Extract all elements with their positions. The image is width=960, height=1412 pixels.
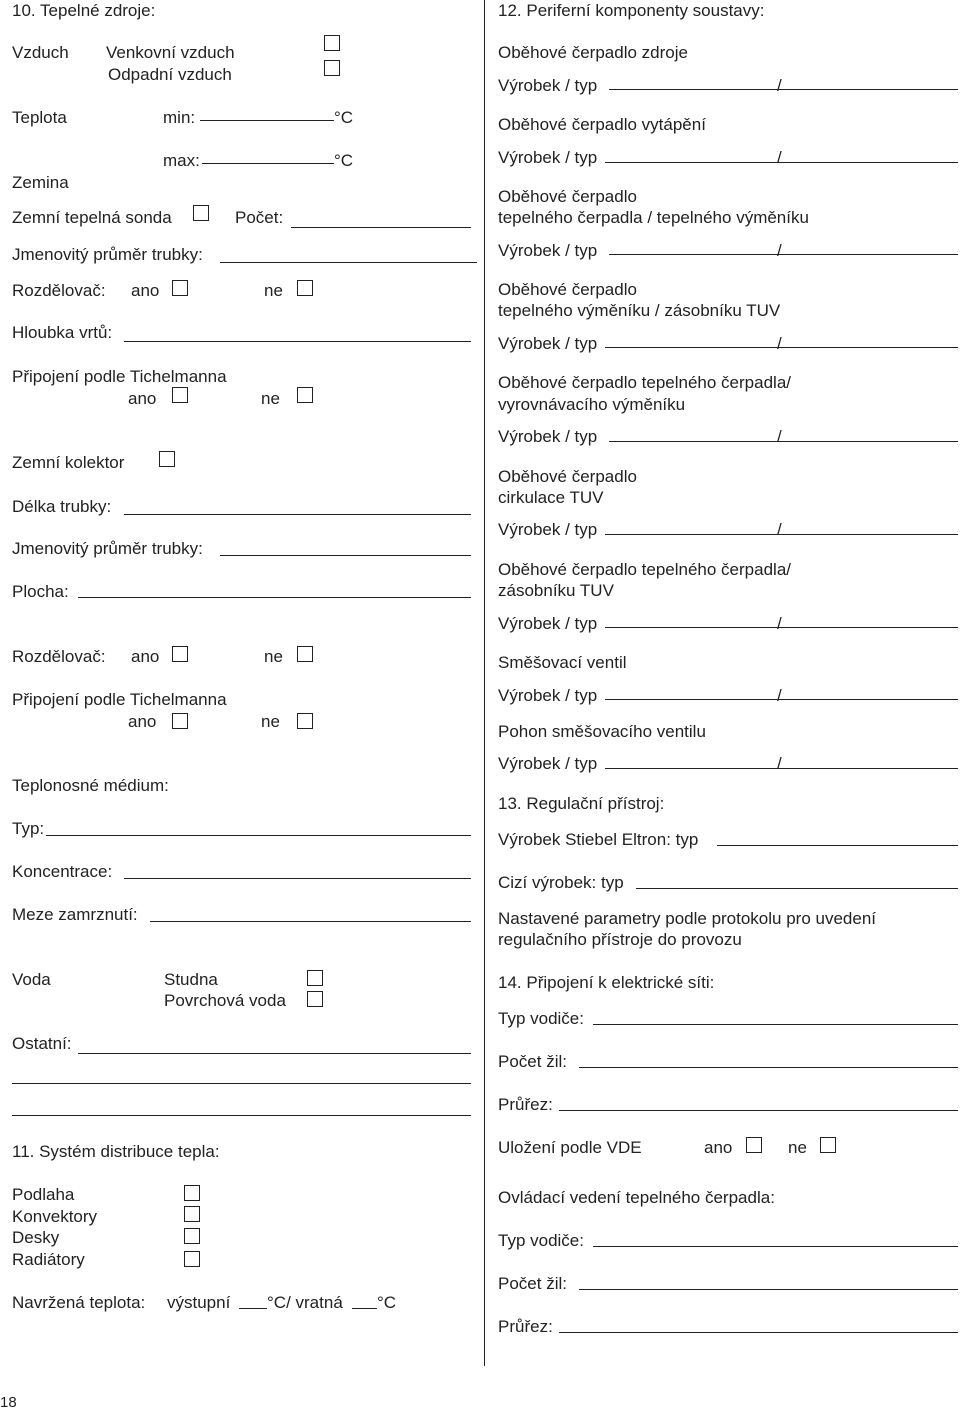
vde-yes-checkbox[interactable] <box>746 1137 762 1153</box>
concentration-label: Koncentrace: <box>12 862 113 881</box>
pump-circ-label-2: cirkulace TUV <box>498 488 604 507</box>
bore-depth-label: Hloubka vrtů: <box>12 323 113 342</box>
max-temp-field[interactable] <box>202 163 334 164</box>
probe-diameter-field[interactable] <box>220 262 477 263</box>
pump-heating-product-label: Výrobek / typ <box>498 148 598 167</box>
wire-type-label: Typ vodiče: <box>498 1009 584 1028</box>
pump-source-slash: / <box>777 76 782 95</box>
supply-temp-field[interactable] <box>239 1308 267 1309</box>
mixing-valve-slash: / <box>777 686 782 705</box>
ground-probe-checkbox[interactable] <box>193 205 209 221</box>
collector-manifold-no-checkbox[interactable] <box>297 646 313 662</box>
vde-yes-label: ano <box>704 1138 733 1157</box>
pump-hp-buffer-label-1: Oběhové čerpadlo tepelného čerpadla/ <box>498 373 791 392</box>
pump-hp-dhw-slash: / <box>777 614 782 633</box>
collector-manifold-label: Rozdělovač: <box>12 647 106 666</box>
vde-no-label: ne <box>788 1138 807 1157</box>
ground-collector-checkbox[interactable] <box>159 451 175 467</box>
pump-hp-hx-slash: / <box>777 241 782 260</box>
return-temp-field[interactable] <box>352 1308 377 1309</box>
supply-label: výstupní <box>167 1293 231 1312</box>
other-field-2[interactable] <box>12 1083 471 1084</box>
num-cores-label: Počet žil: <box>498 1052 567 1071</box>
well-checkbox[interactable] <box>307 970 323 986</box>
pipe-length-label: Délka trubky: <box>12 497 112 516</box>
pump-heating-label: Oběhové čerpadlo vytápění <box>498 115 706 134</box>
params-label-2: regulačního přístroje do provozu <box>498 930 742 949</box>
max-unit: °C <box>334 151 354 170</box>
freeze-limit-field[interactable] <box>150 921 471 922</box>
water-label: Voda <box>12 970 51 989</box>
wire-type-field[interactable] <box>593 1024 958 1025</box>
outdoor-air-checkbox[interactable] <box>324 35 340 51</box>
other-field-3[interactable] <box>12 1115 471 1116</box>
pipe-length-field[interactable] <box>124 514 471 515</box>
pump-hp-dhw-label-2: zásobníku TUV <box>498 581 614 600</box>
collector-manifold-no-label: ne <box>264 647 283 666</box>
pump-heating-slash: / <box>777 148 782 167</box>
probe-manifold-yes-checkbox[interactable] <box>172 280 188 296</box>
collector-tichelmann-yes-checkbox[interactable] <box>172 713 188 729</box>
pump-hp-dhw-label-1: Oběhové čerpadlo tepelného čerpadla/ <box>498 560 791 579</box>
page-number: 18 <box>0 1394 17 1411</box>
control-cross-section-label: Průřez: <box>498 1317 553 1336</box>
medium-type-label: Typ: <box>12 819 45 838</box>
collector-diameter-field[interactable] <box>220 555 471 556</box>
probe-manifold-label: Rozdělovač: <box>12 281 106 300</box>
exhaust-air-checkbox[interactable] <box>324 60 340 76</box>
section-10-title: 10. Tepelné zdroje: <box>12 1 156 20</box>
surface-water-label: Povrchová voda <box>164 991 286 1010</box>
pump-hp-hx-product-field[interactable] <box>609 254 958 255</box>
pump-hp-buffer-product-label: Výrobek / typ <box>498 427 598 446</box>
probe-manifold-yes-label: ano <box>131 281 160 300</box>
surface-water-checkbox[interactable] <box>307 991 323 1007</box>
return-unit: °C <box>377 1293 397 1312</box>
convectors-checkbox[interactable] <box>184 1206 200 1222</box>
section-12-title: 12. Periferní komponenty soustavy: <box>498 1 765 20</box>
convectors-label: Konvektory <box>12 1207 98 1226</box>
pump-circ-product-label: Výrobek / typ <box>498 520 598 539</box>
section-13-title: 13. Regulační přístroj: <box>498 794 665 813</box>
floor-checkbox[interactable] <box>184 1185 200 1201</box>
valve-drive-label: Pohon směšovacího ventilu <box>498 722 706 741</box>
heat-medium-label: Teplonosné médium: <box>12 776 169 795</box>
foreign-product-label: Cizí výrobek: typ <box>498 873 624 892</box>
foreign-product-field[interactable] <box>636 888 958 889</box>
medium-type-field[interactable] <box>46 835 471 836</box>
pump-hp-buffer-product-field[interactable] <box>609 441 958 442</box>
area-label: Plocha: <box>12 582 69 601</box>
num-cores-field[interactable] <box>579 1067 958 1068</box>
section-11-title: 11. Systém distribuce tepla: <box>12 1142 220 1161</box>
params-label-1: Nastavené parametry podle protokolu pro uvedení <box>498 909 877 928</box>
probe-manifold-no-label: ne <box>264 281 283 300</box>
pump-hp-hx-label-2: tepelného čerpadla / tepelného výměníku <box>498 208 809 227</box>
pump-source-label: Oběhové čerpadlo zdroje <box>498 43 688 62</box>
radiators-checkbox[interactable] <box>184 1251 200 1267</box>
collector-tichelmann-no-label: ne <box>261 712 280 731</box>
probe-diameter-label: Jmenovitý průměr trubky: <box>12 245 203 264</box>
probe-tichelmann-no-checkbox[interactable] <box>297 387 313 403</box>
pump-hp-buffer-label-2: vyrovnávacího výměníku <box>498 395 686 414</box>
min-label: min: <box>163 108 196 127</box>
pump-circ-label-1: Oběhové čerpadlo <box>498 467 637 486</box>
air-label: Vzduch <box>12 43 69 62</box>
collector-tichelmann-no-checkbox[interactable] <box>297 713 313 729</box>
probe-tichelmann-yes-label: ano <box>128 389 157 408</box>
collector-manifold-yes-label: ano <box>131 647 160 666</box>
cross-section-label: Průřez: <box>498 1095 553 1114</box>
floor-label: Podlaha <box>12 1185 75 1204</box>
bore-depth-field[interactable] <box>124 341 471 342</box>
valve-drive-product-label: Výrobek / typ <box>498 754 598 773</box>
max-label: max: <box>163 151 200 170</box>
design-temp-label: Navržená teplota: <box>12 1293 146 1312</box>
probe-manifold-no-checkbox[interactable] <box>297 280 313 296</box>
probe-count-label: Počet: <box>235 208 284 227</box>
pump-hx-dhw-product-label: Výrobek / typ <box>498 334 598 353</box>
pump-hx-dhw-label-1: Oběhové čerpadlo <box>498 280 637 299</box>
pump-hp-hx-label-1: Oběhové čerpadlo <box>498 187 637 206</box>
pump-hx-dhw-slash: / <box>777 334 782 353</box>
pump-source-product-field[interactable] <box>609 89 958 90</box>
ground-label: Zemina <box>12 173 69 192</box>
mixing-valve-product-label: Výrobek / typ <box>498 686 598 705</box>
collector-manifold-yes-checkbox[interactable] <box>172 646 188 662</box>
control-wire-type-field[interactable] <box>593 1246 958 1247</box>
control-num-cores-label: Počet žil: <box>498 1274 567 1293</box>
pump-hp-buffer-slash: / <box>777 427 782 446</box>
section-14-title: 14. Připojení k elektrické síti: <box>498 973 715 992</box>
control-num-cores-field[interactable] <box>579 1289 958 1290</box>
outdoor-air-label: Venkovní vzduch <box>106 43 235 62</box>
pump-circ-slash: / <box>777 520 782 539</box>
temperature-label: Teplota <box>12 108 67 127</box>
pump-hp-dhw-product-label: Výrobek / typ <box>498 614 598 633</box>
valve-drive-slash: / <box>777 754 782 773</box>
collector-tichelmann-yes-label: ano <box>128 712 157 731</box>
probe-tichelmann-yes-checkbox[interactable] <box>172 387 188 403</box>
panels-label: Desky <box>12 1228 60 1247</box>
probe-count-field[interactable] <box>291 227 471 228</box>
supply-unit-return-label: °C/ vratná <box>267 1293 343 1312</box>
pump-source-product-label: Výrobek / typ <box>498 76 598 95</box>
concentration-field[interactable] <box>124 878 471 879</box>
stiebel-product-label: Výrobek Stiebel Eltron: typ <box>498 830 699 849</box>
min-temp-field[interactable] <box>200 120 334 121</box>
vde-no-checkbox[interactable] <box>820 1137 836 1153</box>
column-divider <box>484 0 485 1366</box>
well-label: Studna <box>164 970 218 989</box>
collector-tichelmann-label: Připojení podle Tichelmanna <box>12 690 227 709</box>
vde-install-label: Uložení podle VDE <box>498 1138 642 1157</box>
radiators-label: Radiátory <box>12 1250 85 1269</box>
other-label: Ostatní: <box>12 1034 72 1053</box>
pump-hx-dhw-label-2: tepelného výměníku / zásobníku TUV <box>498 301 781 320</box>
cross-section-field[interactable] <box>559 1110 958 1111</box>
ground-probe-label: Zemní tepelná sonda <box>12 208 172 227</box>
panels-checkbox[interactable] <box>184 1228 200 1244</box>
ground-collector-label: Zemní kolektor <box>12 453 125 472</box>
probe-tichelmann-no-label: ne <box>261 389 280 408</box>
hp-control-line-label: Ovládací vedení tepelného čerpadla: <box>498 1188 775 1207</box>
freeze-limit-label: Meze zamrznutí: <box>12 905 138 924</box>
mixing-valve-label: Směšovací ventil <box>498 653 627 672</box>
collector-diameter-label: Jmenovitý průměr trubky: <box>12 539 203 558</box>
other-field-1[interactable] <box>78 1053 471 1054</box>
control-cross-section-field[interactable] <box>559 1332 958 1333</box>
control-wire-type-label: Typ vodiče: <box>498 1231 584 1250</box>
pump-hp-hx-product-label: Výrobek / typ <box>498 241 598 260</box>
area-field[interactable] <box>78 597 471 598</box>
probe-tichelmann-label: Připojení podle Tichelmanna <box>12 367 227 386</box>
min-unit: °C <box>334 108 354 127</box>
exhaust-air-label: Odpadní vzduch <box>108 65 232 84</box>
stiebel-product-field[interactable] <box>717 845 958 846</box>
